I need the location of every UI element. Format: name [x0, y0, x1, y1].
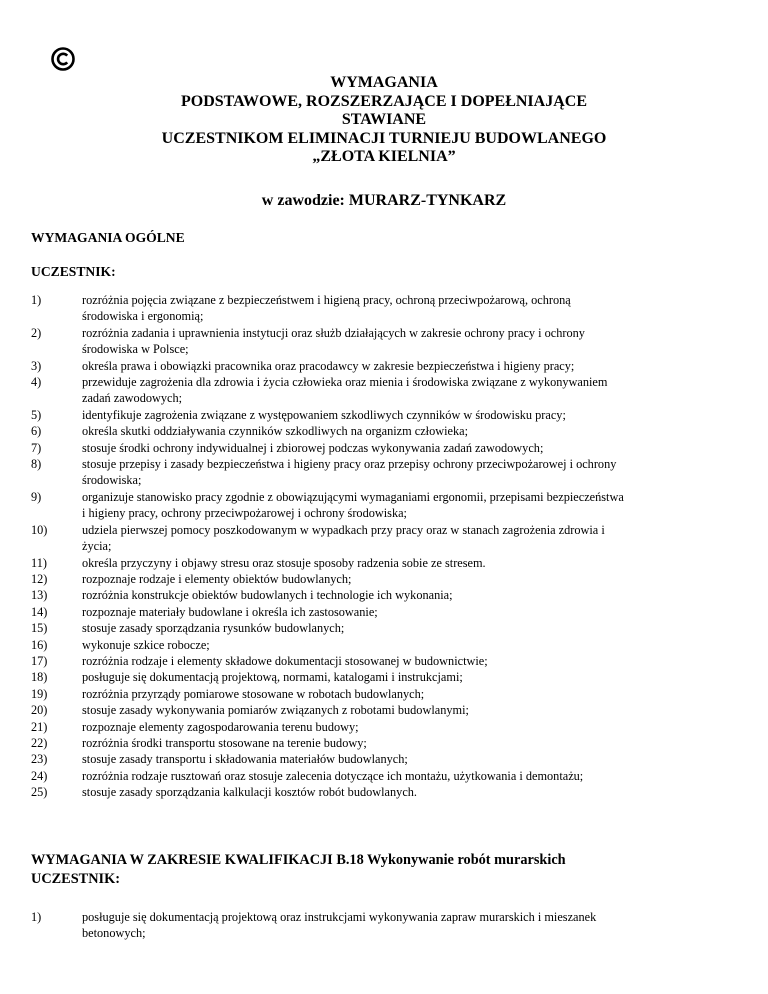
list-item-text: rozróżnia rodzaje i elementy składowe dokumentacji stosowanej w budownictwie; — [82, 653, 488, 668]
list-item — [31, 292, 736, 325]
list-item-number: 4) — [31, 375, 42, 390]
list-item-text: udziela pierwszej pomocy poszkodowanym w wypadkach przy pracy oraz w stanach zagrożenia zdrowia i — [82, 522, 605, 537]
list-item-number: 20) — [31, 703, 48, 718]
list-item-number: 5) — [31, 407, 42, 422]
list-item — [31, 571, 736, 587]
list-item — [31, 653, 736, 669]
list-item — [31, 909, 736, 942]
list-item-number: 3) — [31, 358, 42, 373]
list-item — [31, 669, 736, 685]
list-item — [31, 325, 736, 358]
list-item — [31, 587, 736, 603]
list-item-number: 17) — [31, 653, 48, 668]
list-item-text: organizuje stanowisko pracy zgodnie z obowiązującymi wymaganiami ergonomii, przepisami bezpieczeństwa — [82, 489, 624, 504]
list-item-text: posługuje się dokumentacją projektową, normami, katalogami i instrukcjami; — [82, 670, 463, 685]
list-item-number: 15) — [31, 621, 48, 636]
list-item-text: rozpoznaje elementy zagospodarowania terenu budowy; — [82, 719, 359, 734]
list-item-number: 2) — [31, 325, 42, 340]
list-item-number: 7) — [31, 440, 42, 455]
list-item — [31, 686, 736, 702]
list-item-text: betonowych; — [82, 926, 146, 941]
list-item-text: stosuje zasady transportu i składowania materiałów budowlanych; — [82, 752, 408, 767]
list-item-text: stosuje zasady wykonywania pomiarów związanych z robotami budowlanymi; — [82, 703, 469, 718]
b18-heading-line: UCZESTNIK: — [31, 871, 120, 887]
list-item-text: środowiska i ergonomią; — [82, 309, 204, 324]
b18-heading-line: WYMAGANIA W ZAKRESIE KWALIFIKACJI B.18 Wykonywanie robót murarskich — [31, 852, 566, 868]
profession-subtitle: w zawodzie: MURARZ-TYNKARZ — [261, 192, 507, 209]
list-item-number: 12) — [31, 571, 48, 586]
list-item-text: rozróżnia konstrukcje obiektów budowlanych i technologie ich wykonania; — [82, 588, 453, 603]
list-item-text: określa prawa i obowiązki pracownika oraz pracodawcy w zakresie bezpieczeństwa i higieny pracy; — [82, 358, 575, 373]
general-requirements-heading: WYMAGANIA OGÓLNE — [31, 230, 185, 245]
list-item-number: 18) — [31, 670, 48, 685]
list-item — [31, 784, 736, 800]
list-item-number: 10) — [31, 522, 48, 537]
b18-requirements-list — [31, 909, 736, 942]
list-item — [31, 555, 736, 571]
list-item — [31, 440, 736, 456]
list-item-text: stosuje zasady sporządzania rysunków budowlanych; — [82, 621, 345, 636]
list-item-text: rozróżnia zadania i uprawnienia instytucji oraz służb działających w zakresie ochrony pracy i ochrony — [82, 325, 585, 340]
title-line: UCZESTNIKOM ELIMINACJI TURNIEJU BUDOWLANEGO — [161, 129, 607, 147]
list-item-number: 6) — [31, 424, 42, 439]
list-item-text: rozpoznaje rodzaje i elementy obiektów budowlanych; — [82, 571, 352, 586]
list-item-text: rozróżnia przyrządy pomiarowe stosowane w robotach budowlanych; — [82, 686, 425, 701]
list-item-text: wykonuje szkice robocze; — [82, 637, 210, 652]
list-item-text: stosuje przepisy i zasady bezpieczeństwa i higieny pracy oraz przepisy ochrony przeciwpożarowej i ochrony — [82, 457, 617, 472]
list-item-number: 19) — [31, 686, 48, 701]
list-item-number: 11) — [31, 555, 47, 570]
list-item — [31, 423, 736, 439]
list-item-text: rozróżnia pojęcia związane z bezpieczeństwem i higieną pracy, ochroną przeciwpożarową, ochroną — [82, 293, 571, 307]
list-item — [31, 637, 736, 653]
list-item-text: środowiska; — [82, 473, 142, 488]
list-item — [31, 456, 736, 489]
list-item — [31, 735, 736, 751]
list-item-number: 9) — [31, 489, 42, 504]
copyright-icon — [50, 46, 76, 72]
list-item-text: określa skutki oddziaływania czynników szkodliwych na organizm człowieka; — [82, 424, 468, 439]
list-item-text: określa przyczyny i objawy stresu oraz stosuje sposoby radzenia sobie ze stresem. — [82, 555, 486, 570]
list-item — [31, 374, 736, 407]
list-item-number: 21) — [31, 719, 48, 734]
list-item-number: 22) — [31, 735, 48, 750]
title-line: STAWIANE — [341, 111, 427, 128]
list-item-number: 16) — [31, 637, 48, 652]
list-item — [31, 751, 736, 767]
list-item-number: 25) — [31, 785, 48, 800]
list-item-text: posługuje się dokumentacją projektową oraz instrukcjami wykonywania zapraw murarskich i mieszanek — [82, 910, 597, 924]
list-item-number: 13) — [31, 588, 48, 603]
list-item — [31, 358, 736, 374]
list-item — [31, 407, 736, 423]
list-item-text: stosuje środki ochrony indywidualnej i zbiorowej podczas wykonywania zadań zawodowych; — [82, 440, 544, 455]
b18-requirements-heading — [31, 851, 731, 889]
list-item-number: 8) — [31, 457, 42, 472]
list-item-number: 14) — [31, 604, 48, 619]
list-item — [31, 489, 736, 522]
list-item-text: rozpoznaje materiały budowlane i określa ich zastosowanie; — [82, 604, 378, 619]
list-item — [31, 522, 736, 555]
list-item — [31, 620, 736, 636]
participant-label: UCZESTNIK: — [31, 264, 116, 279]
list-item — [31, 768, 736, 784]
list-item-number: 23) — [31, 752, 48, 767]
list-item-text: środowiska w Polsce; — [82, 342, 189, 357]
general-requirements-list — [31, 292, 736, 801]
list-item-text: stosuje zasady sporządzania kalkulacji kosztów robót budowlanych. — [82, 785, 417, 800]
list-item-number: 24) — [31, 768, 48, 783]
list-item-text: przewiduje zagrożenia dla zdrowia i życia człowieka oraz mienia i środowiska związane z wykonywaniem — [82, 375, 608, 390]
list-item-text: i higieny pracy, ochrony przeciwpożarowej i ochrony środowiska; — [82, 506, 407, 521]
title-line: „ZŁOTA KIELNIA” — [312, 148, 456, 165]
list-item-text: życia; — [82, 539, 112, 554]
document-title — [0, 74, 768, 167]
list-item — [31, 702, 736, 718]
list-item-text: rozróżnia rodzaje rusztowań oraz stosuje zalecenia dotyczące ich montażu, użytkowania i demontażu; — [82, 768, 584, 783]
title-line: PODSTAWOWE, ROZSZERZAJĄCE I DOPEŁNIAJĄCE — [181, 92, 587, 110]
list-item — [31, 604, 736, 620]
list-item — [31, 719, 736, 735]
list-item-number: 1) — [31, 293, 42, 307]
title-line: WYMAGANIA — [330, 74, 438, 91]
list-item-text: zadań zawodowych; — [82, 391, 183, 406]
list-item-text: rozróżnia środki transportu stosowane na terenie budowy; — [82, 735, 367, 750]
list-item-text: identyfikuje zagrożenia związane z występowaniem szkodliwych czynników w środowisku pracy; — [82, 407, 566, 422]
list-item-number: 1) — [31, 910, 42, 924]
